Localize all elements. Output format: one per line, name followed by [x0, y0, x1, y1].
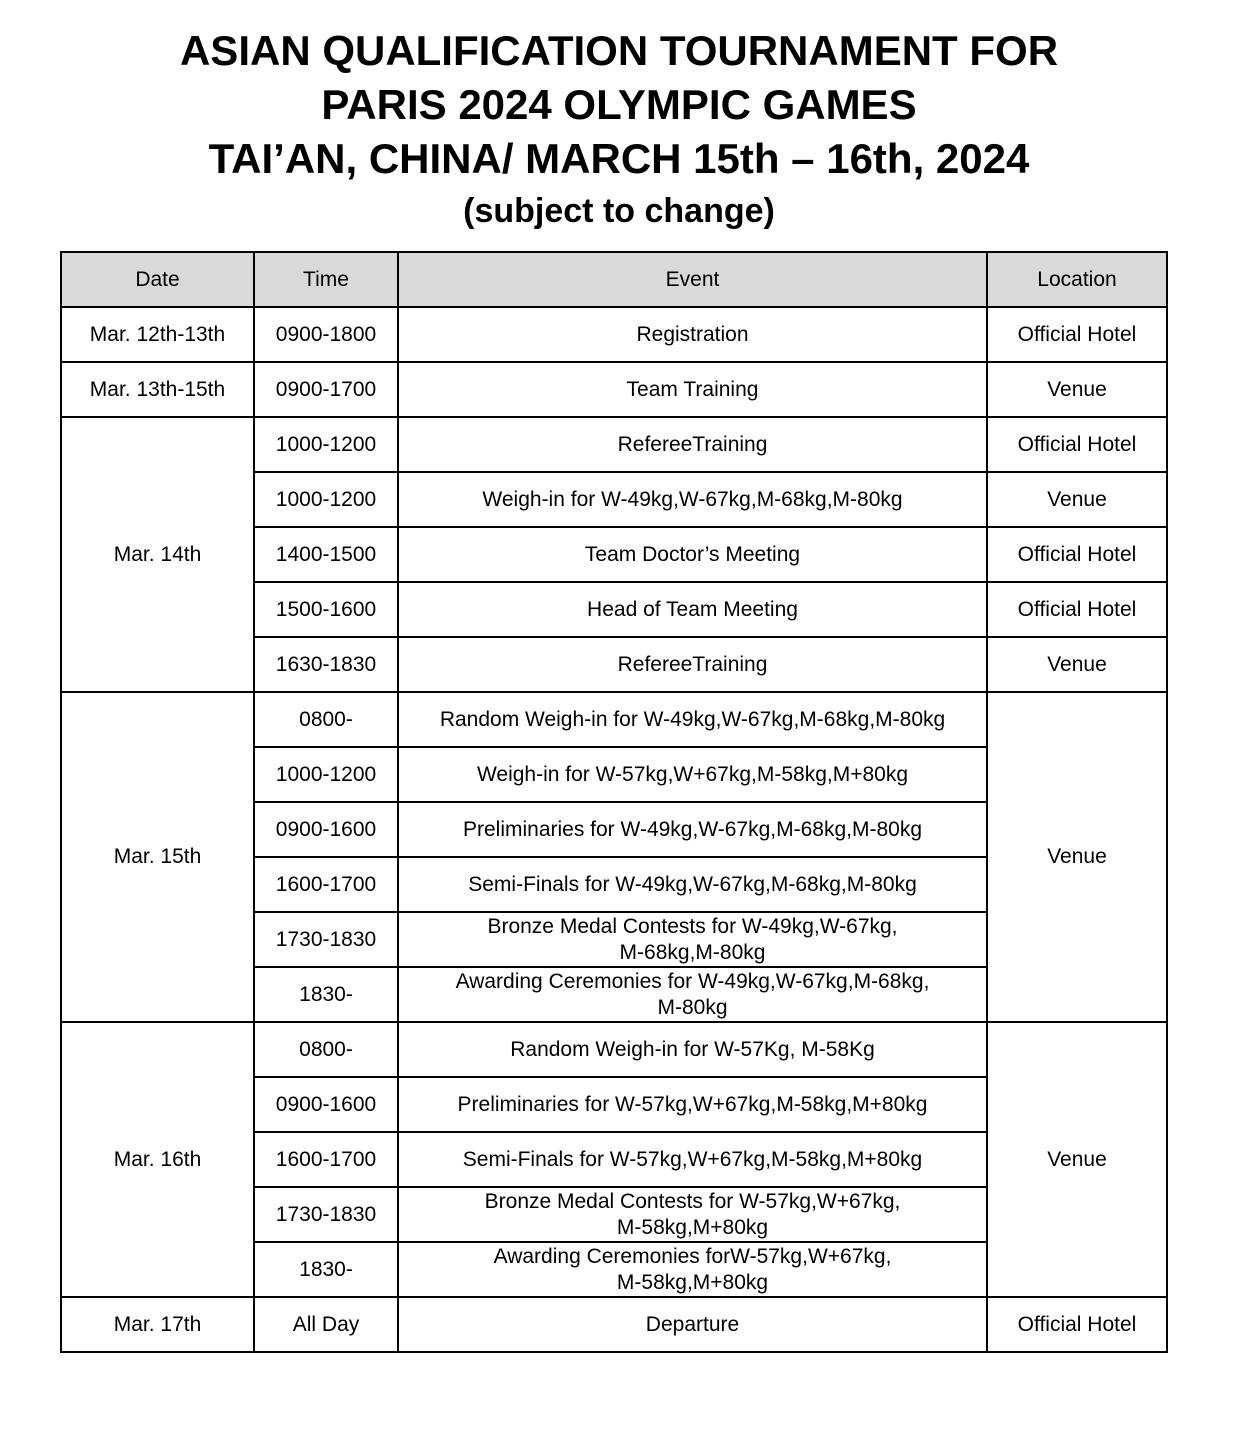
- event-line: Preliminaries for W-57kg,W+67kg,M-58kg,M+80kg: [457, 1092, 928, 1116]
- event-line: Registration: [636, 322, 749, 346]
- event-line: Team Doctor’s Meeting: [584, 542, 801, 566]
- event-line-continued: M-68kg,M-80kg: [619, 940, 766, 964]
- cell-time: 1730-1830: [254, 1187, 398, 1242]
- cell-event: [398, 362, 987, 417]
- schedule-body: [61, 307, 1167, 1352]
- cell-time: 0900-1800: [254, 307, 398, 362]
- cell-event: [398, 857, 987, 912]
- cell-event: [398, 527, 987, 582]
- cell-event: [398, 747, 987, 802]
- title-line-1: ASIAN QUALIFICATION TOURNAMENT FOR: [179, 27, 1059, 74]
- title-line-3: TAI’AN, CHINA/ MARCH 15th – 16th, 2024: [208, 135, 1030, 182]
- title-subtitle: (subject to change): [463, 192, 775, 230]
- cell-time: 0800-: [254, 692, 398, 747]
- table-header-row: [61, 252, 1167, 307]
- cell-location: Venue: [987, 637, 1167, 692]
- cell-event: [398, 1187, 987, 1242]
- cell-time: 0900-1700: [254, 362, 398, 417]
- table-row: [61, 1022, 1167, 1077]
- cell-location: Official Hotel: [987, 417, 1167, 472]
- event-line: Weigh-in for W-57kg,W+67kg,M-58kg,M+80kg: [476, 762, 909, 786]
- cell-event: [398, 802, 987, 857]
- event-line-continued: M-58kg,M+80kg: [616, 1215, 769, 1239]
- cell-date: Mar. 12th-13th: [61, 307, 254, 362]
- cell-location: Venue: [987, 692, 1167, 1022]
- cell-time: 0900-1600: [254, 1077, 398, 1132]
- cell-time: 1830-: [254, 1242, 398, 1297]
- cell-location: Venue: [987, 472, 1167, 527]
- header-event: Event: [398, 252, 987, 307]
- event-line: Weigh-in for W-49kg,W-67kg,M-68kg,M-80kg: [482, 487, 903, 511]
- cell-time: 1630-1830: [254, 637, 398, 692]
- event-line: Awarding Ceremonies forW-57kg,W+67kg,: [493, 1244, 892, 1268]
- cell-time: 0900-1600: [254, 802, 398, 857]
- cell-time: 1400-1500: [254, 527, 398, 582]
- event-line: Team Training: [626, 377, 759, 401]
- event-line-continued: M-58kg,M+80kg: [616, 1270, 769, 1294]
- event-line: Semi-Finals for W-57kg,W+67kg,M-58kg,M+80kg: [462, 1147, 923, 1171]
- cell-event: [398, 1077, 987, 1132]
- event-line: Random Weigh-in for W-49kg,W-67kg,M-68kg,M-80kg: [439, 707, 946, 731]
- cell-event: [398, 417, 987, 472]
- cell-event: [398, 912, 987, 967]
- event-line: Bronze Medal Contests for W-49kg,W-67kg,: [487, 914, 898, 938]
- cell-date: Mar. 16th: [61, 1022, 254, 1297]
- table-row: [61, 1297, 1167, 1352]
- cell-time: 0800-: [254, 1022, 398, 1077]
- cell-time: 1600-1700: [254, 1132, 398, 1187]
- schedule-table: [60, 251, 1168, 1353]
- header-date: Date: [61, 252, 254, 307]
- cell-event: [398, 1297, 987, 1352]
- table-row: [61, 417, 1167, 472]
- cell-location: Official Hotel: [987, 527, 1167, 582]
- cell-event: [398, 1022, 987, 1077]
- cell-time: 1000-1200: [254, 472, 398, 527]
- cell-time: All Day: [254, 1297, 398, 1352]
- event-line-continued: M-80kg: [657, 995, 728, 1019]
- event-line: Awarding Ceremonies for W-49kg,W-67kg,M-68kg,: [455, 969, 930, 993]
- event-line: RefereeTraining: [617, 652, 768, 676]
- cell-location: Venue: [987, 362, 1167, 417]
- cell-location: Official Hotel: [987, 307, 1167, 362]
- header-location: Location: [987, 252, 1167, 307]
- event-line: Semi-Finals for W-49kg,W-67kg,M-68kg,M-80kg: [468, 872, 917, 896]
- table-row: [61, 692, 1167, 747]
- cell-location: Official Hotel: [987, 582, 1167, 637]
- document-title: [0, 24, 1238, 234]
- cell-time: 1000-1200: [254, 417, 398, 472]
- cell-event: [398, 582, 987, 637]
- cell-event: [398, 967, 987, 1022]
- title-line-2: PARIS 2024 OLYMPIC GAMES: [321, 81, 917, 128]
- table-row: [61, 362, 1167, 417]
- event-line: Head of Team Meeting: [587, 597, 798, 621]
- cell-event: [398, 1132, 987, 1187]
- event-line: Random Weigh-in for W-57Kg, M-58Kg: [510, 1037, 875, 1061]
- cell-time: 1000-1200: [254, 747, 398, 802]
- cell-time: 1600-1700: [254, 857, 398, 912]
- cell-time: 1500-1600: [254, 582, 398, 637]
- event-line: Preliminaries for W-49kg,W-67kg,M-68kg,M-80kg: [462, 817, 923, 841]
- cell-date: Mar. 13th-15th: [61, 362, 254, 417]
- cell-event: [398, 1242, 987, 1297]
- cell-location: Venue: [987, 1022, 1167, 1297]
- cell-time: 1730-1830: [254, 912, 398, 967]
- cell-date: Mar. 14th: [61, 417, 254, 692]
- cell-location: Official Hotel: [987, 1297, 1167, 1352]
- cell-date: Mar. 17th: [61, 1297, 254, 1352]
- event-line: Bronze Medal Contests for W-57kg,W+67kg,: [484, 1189, 901, 1213]
- cell-time: 1830-: [254, 967, 398, 1022]
- cell-event: [398, 307, 987, 362]
- cell-event: [398, 472, 987, 527]
- cell-event: [398, 692, 987, 747]
- cell-date: Mar. 15th: [61, 692, 254, 1022]
- event-line: Departure: [645, 1312, 740, 1336]
- header-time: Time: [254, 252, 398, 307]
- event-line: RefereeTraining: [617, 432, 768, 456]
- table-row: [61, 307, 1167, 362]
- cell-event: [398, 637, 987, 692]
